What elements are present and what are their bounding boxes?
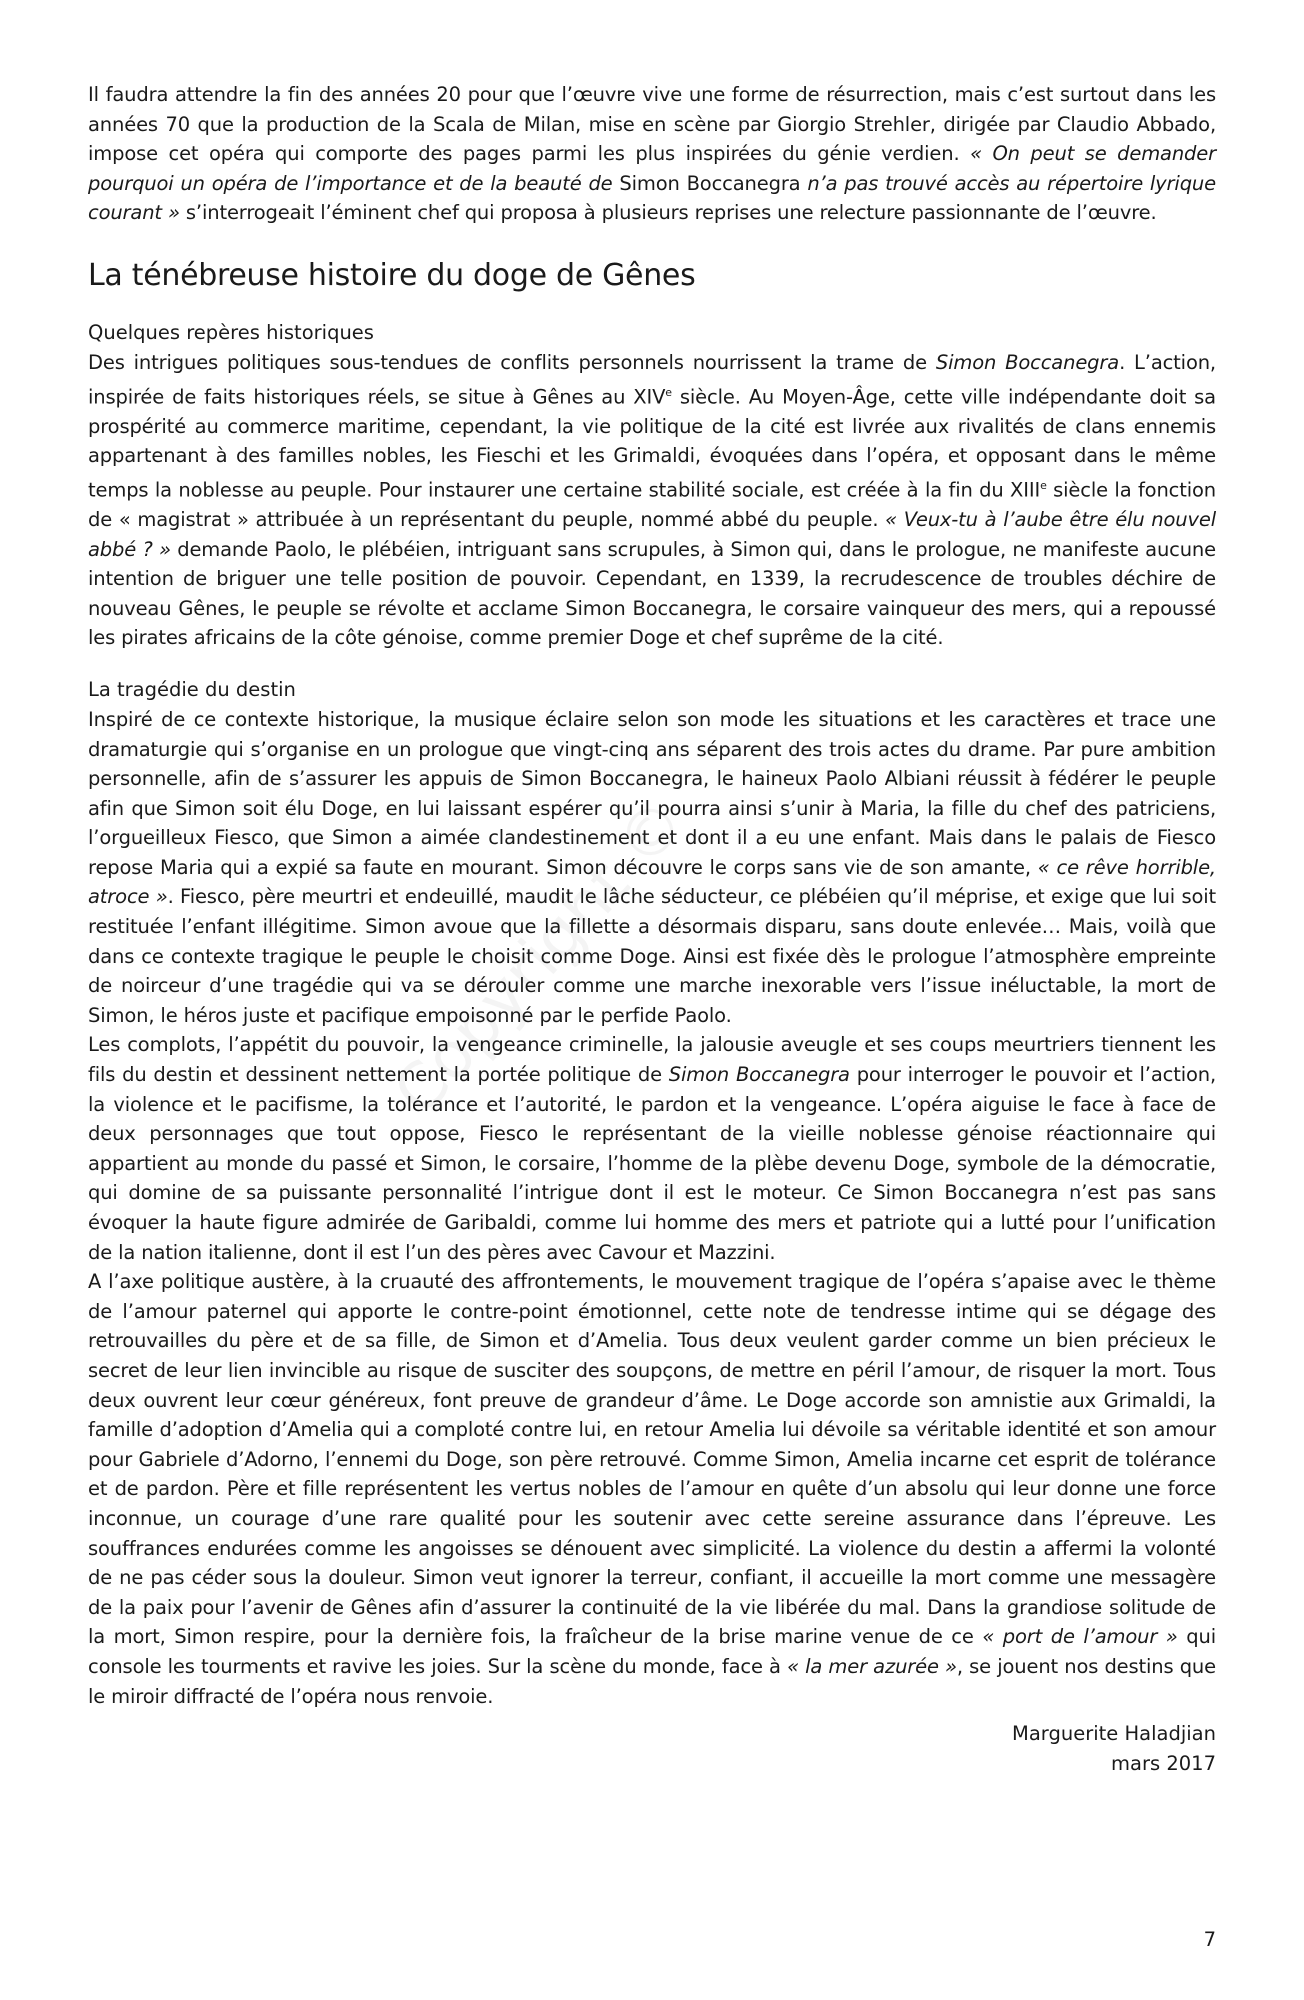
text-run: demande Paolo, le plébéien, intriguant sans scrupules, à Simon qui, dans le prologue, ne manifeste aucune intention de briguer une telle position de pouvoir. Cependant, en 1339, la recrudescence de troubles déchire de nouveau Gênes, le peuple se révolte et acclame Simon Boccanegra, le corsaire vainqueur des mers, qui a repoussé les pirates africains de la côte génoise, comme premier Doge et chef suprême de la cité.: [88, 537, 1216, 650]
text-run: Des intrigues politiques sous-tendues de conflits personnels nourrissent la trame de: [88, 350, 936, 374]
text-run: A l’axe politique austère, à la cruauté des affrontements, le mouvement tragique de l’opéra s’apaise avec le thème de l’amour paternel qui apporte le contre-point émotionnel, cette note de tendresse intime qui se dégage des retrouvailles du père et de sa fille, de Simon et d’Amelia. Tous deux veulent garder comme un bien précieux le secret de leur lien invincible au risque de susciter des soupçons, de mettre en péril l’amour, de risquer la mort. Tous deux ouvrent leur cœur généreux, font preuve de grandeur d’âme. Le Doge accorde son amnistie aux Grimaldi, la famille d’adoption d’Amelia qui a comploté contre lui, en retour Amelia lui dévoile sa véritable identité et son amour pour Gabriele d’Adorno, l’ennemi du Doge, son père retrouvé. Comme Simon, Amelia incarne cet esprit de tolérance et de pardon. Père et fille représentent les vertus nobles de l’amour en quête d’un absolu qui leur donne une force inconnue, un courage d’une rare qualité pour les soutenir avec cette sereine assurance dans l’épreuve. Les souffrances endurées comme les angoisses se dénouent avec simplicité. La violence du destin a affermi la volonté de ne pas céder sous la douleur. Simon veut ignorer la terreur, confiant, il accueille la mort comme une messagère de la paix pour l’avenir de Gênes afin d’assurer la continuité de la vie libérée du mal. Dans la grandiose solitude de la mort, Simon respire, pour la dernière fois, la fraîcheur de la brise marine venue de ce: [88, 1270, 1216, 1649]
subsection-title-history: Quelques repères historiques: [88, 320, 374, 344]
tragedy-paragraph-1: [88, 705, 1216, 1031]
superscript: e: [665, 385, 672, 399]
text-run: . Fiesco, père meurtri et endeuillé, maudit le lâche séducteur, ce plébéien qu’il méprise, et exige que lui soit restituée l’enfant illégitime. Simon avoue que la fillette a désormais disparu, sans doute enlevée… Mais, voilà que dans ce contexte tragique le peuple le choisit comme Doge. Ainsi est fixée dès le prologue l’atmosphère empreinte de noirceur d’une tragédie qui va se dérouler comme une marche inexorable vers l’issue inéluctable, la mort de Simon, le héros juste et pacifique empoisonné par le perfide Paolo.: [88, 885, 1216, 1027]
quote-italic: « Veux-tu à l’aube être élu nouvel abbé ? »: [88, 507, 1216, 561]
page-number: 7: [1203, 1928, 1216, 1951]
text-run: Simon Boccanegra: [619, 171, 801, 195]
section-title: La ténébreuse histoire du doge de Gênes: [88, 257, 696, 293]
tragedy-paragraph-3: [88, 1267, 1216, 1711]
signature: [88, 1719, 1216, 1778]
history-paragraph: [88, 348, 1216, 653]
author-name: Marguerite Haladjian: [1012, 1722, 1216, 1746]
text-run: Les complots, l’appétit du pouvoir, la vengeance criminelle, la jalousie aveugle et ses coups meurtriers tiennent les fils du destin et dessinent nettement la portée politique de: [88, 1033, 1216, 1087]
text-run: Il faudra attendre la fin des années 20 pour que l’œuvre vive une forme de résurrection, mais c’est surtout dans les années 70 que la production de la Scala de Milan, mise en scène par Giorgio Strehler, dirigée par Claudio Abbado, impose cet opéra qui comporte des pages parmi les plus inspirées du génie verdien.: [88, 83, 1216, 166]
text-run: pour interroger le pouvoir et l’action, la violence et le pacifisme, la tolérance et l’autorité, le pardon et la vengeance. L’opéra aiguise le face à face de deux personnages que tout oppose, Fiesco le représentant de la vieille noblesse génoise réactionnaire qui appartient au monde du passé et Simon, le corsaire, l’homme de la plèbe devenu Doge, symbole de la démocratie, qui domine de sa puissante personnalité l’intrigue dont il est le moteur. Ce Simon Boccanegra n’est pas sans évoquer la haute figure admirée de Garibaldi, comme lui homme des mers et patriote qui a lutté pour l’unification de la nation italienne, dont il est l’un des pères avec Cavour et Mazzini.: [88, 1063, 1216, 1264]
quote-italic: n’a pas trouvé accès au répertoire lyrique courant »: [88, 171, 1216, 225]
text-run: . L’action, inspirée de faits historiques réels, se situe à Gênes au XIV: [88, 350, 1216, 409]
page-content: [88, 80, 1216, 1778]
text-run: Inspiré de ce contexte historique, la musique éclaire selon son mode les situations et les caractères et trace une dramaturgie qui s’organise en un prologue que vingt-cinq ans séparent des trois actes du drame. Par pure ambition personnelle, afin de s’assurer les appuis de Simon Boccanegra, le haineux Paolo Albiani réussit à fédérer le peuple afin que Simon soit élu Doge, en lui laissant espérer qu’il pourra ainsi s’unir à Maria, la fille du chef des patriciens, l’orgueilleux Fiesco, que Simon a aimée clandestinement et dont il a eu une enfant. Mais dans le palais de Fiesco repose Maria qui a expié sa faute en mourant. Simon découvre le corps sans vie de son amante,: [88, 707, 1216, 879]
intro-paragraph: [88, 80, 1216, 228]
superscript: e: [1040, 478, 1047, 492]
quote-italic: « la mer azurée »: [787, 1654, 957, 1678]
quote-italic: « On peut se demander pourquoi un opéra de l’importance et de la beauté de: [88, 142, 1217, 195]
text-run: qui console les tourments et ravive les joies. Sur la scène du monde, face à: [88, 1625, 1216, 1678]
quote-italic: « ce rêve horrible, atroce »: [88, 855, 1216, 909]
subsection-title-tragedy: La tragédie du destin: [88, 677, 296, 701]
tragedy-paragraph-2: [88, 1030, 1216, 1267]
text-run: siècle la fonction de « magistrat » attribuée à un représentant du peuple, nommé abbé du peuple.: [88, 478, 1216, 531]
text-run: , se jouent nos destins que le miroir diffracté de l’opéra nous renvoie.: [88, 1654, 1216, 1708]
quote-italic: « port de l’amour »: [982, 1625, 1178, 1649]
italic-title: Simon Boccanegra: [668, 1063, 850, 1087]
text-run: siècle. Au Moyen-Âge, cette ville indépendante doit sa prospérité au commerce maritime, cependant, la vie politique de la cité est livrée aux rivalités de clans ennemis appartenant à des familles nobles, les Fieschi et les Grimaldi, évoquées dans l’opéra, et opposant dans le même temps la noblesse au peuple. Pour instaurer une certaine stabilité sociale, est créée à la fin du XIII: [88, 385, 1216, 502]
text-run: s’interrogeait l’éminent chef qui proposa à plusieurs reprises une relecture passionnante de l’œuvre.: [179, 201, 1157, 225]
signature-date: mars 2017: [1111, 1751, 1216, 1775]
italic-title: Simon Boccanegra: [935, 350, 1120, 374]
